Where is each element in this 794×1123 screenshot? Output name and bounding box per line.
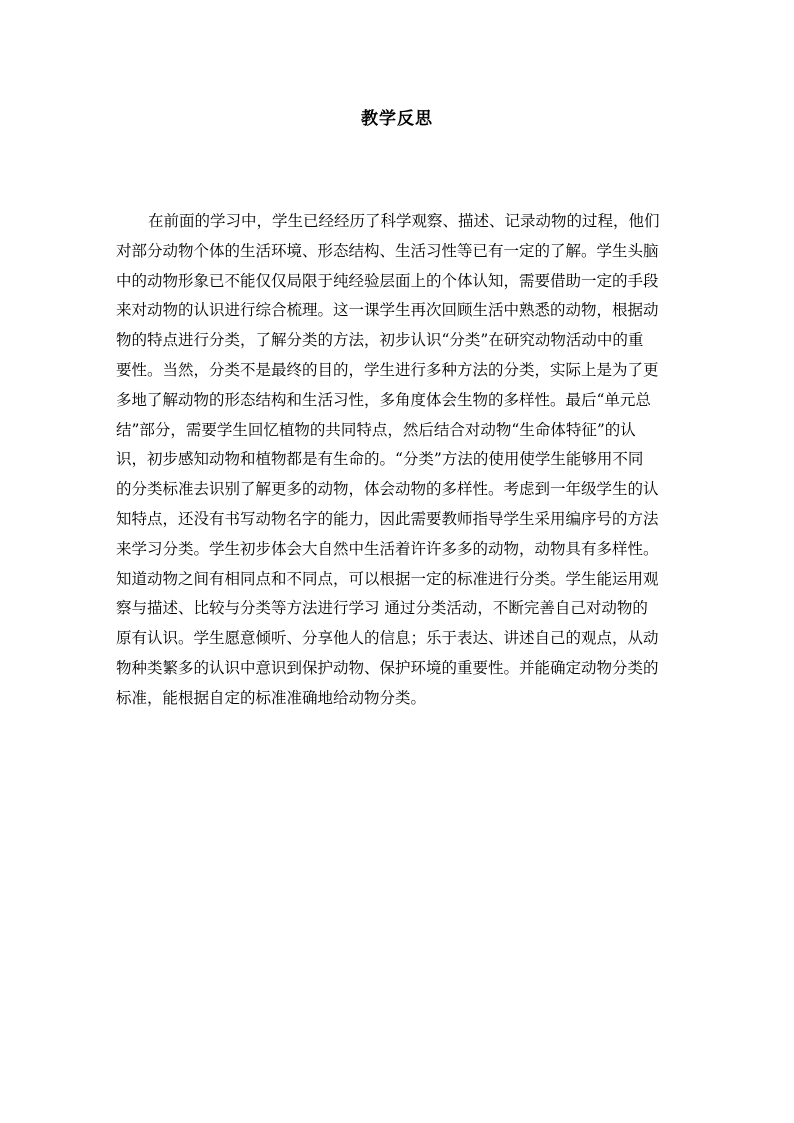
- paragraph-line: 的分类标准去识别了解更多的动物，体会动物的多样性。考虑到一年级学生的认: [116, 480, 659, 499]
- reflection-paragraph: [116, 207, 686, 714]
- paragraph-line: 中的动物形象已不能仅仅局限于纯经验层面上的个体认知，需要借助一定的手段: [116, 271, 659, 290]
- paragraph-line: 物的特点进行分类，了解分类的方法，初步认识“分类”在研究动物活动中的重: [116, 331, 644, 350]
- paragraph-line: 对部分动物个体的生活环境、形态结构、生活习性等已有一定的了解。学生头脑: [116, 241, 659, 260]
- paragraph-line: 要性。当然，分类不是最终的目的，学生进行多种方法的分类，实际上是为了更: [116, 360, 659, 379]
- paragraph-line: 多地了解动物的形态结构和生活习性，多角度体会生物的多样性。最后“单元总: [116, 390, 651, 409]
- paragraph-line: 来学习分类。学生初步体会大自然中生活着许许多多的动物，动物具有多样性。: [116, 539, 659, 558]
- paragraph-line: 知道动物之间有相同点和不同点，可以根据一定的标准进行分类。学生能运用观: [116, 569, 659, 588]
- paragraph-line: 知特点，还没有书写动物名字的能力，因此需要教师指导学生采用编序号的方法: [116, 509, 659, 528]
- paragraph-line: 察与描述、比较与分类等方法进行学习 通过分类活动，不断完善自己对动物的: [116, 599, 648, 618]
- paragraph-line: 结”部分，需要学生回忆植物的共同特点，然后结合对动物“生命体特征”的认: [116, 420, 636, 439]
- paragraph-line: 在前面的学习中，学生已经经历了科学观察、描述、记录动物的过程，他们: [148, 212, 660, 230]
- paragraph-line: 标准，能根据自定的标准准确地给动物分类。: [116, 688, 427, 707]
- paragraph-line: 物种类繁多的认识中意识到保护动物、保护环境的重要性。并能确定动物分类的: [116, 658, 659, 677]
- paragraph-line: 来对动物的认识进行综合梳理。这一课学生再次回顾生活中熟悉的动物，根据动: [116, 301, 659, 320]
- page-title: 教学反思: [361, 109, 433, 129]
- paragraph-line: 原有认识。学生愿意倾听、分享他人的信息；乐于表达、讲述自己的观点，从动: [116, 629, 659, 648]
- paragraph-line: 识，初步感知动物和植物都是有生命的。“分类”方法的使用使学生能够用不同: [116, 450, 644, 469]
